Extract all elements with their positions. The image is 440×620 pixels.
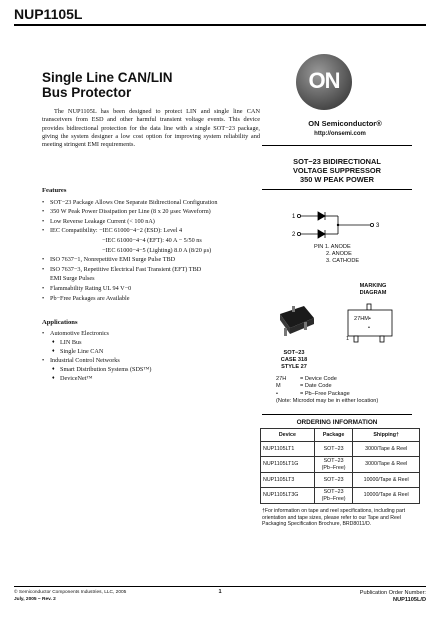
on-semi-logo-icon [296,54,352,110]
package-cell [314,488,353,504]
intro-paragraph: The NUP1105L has been designed to protect LIN and single line CAN transceivers from ESD and other harmful transient voltage events. This device provides bidirectional protection for the data line with a single SOT−23 package, giving the system designer a low cost option for improving system reliability and meeting stringent EMI requirements. [42,108,260,149]
legend-key: M [276,383,281,390]
feature-item: • 350 W Peak Power Dissipation per Line (8 x 20 μsec Waveform) [42,207,272,217]
app-subitem: ♦ LIN Bus [42,338,262,347]
legend-row [276,376,378,383]
shipping-cell: 3000/Tape & Reel [353,457,420,473]
divider [262,189,412,190]
feature-item: • Low Reverse Leakage Current (< 100 nA) [42,217,272,227]
footer-left [14,590,126,603]
device-cell: NUP1105LT3 [261,473,315,488]
package-cell-l2: (Pb−Free) [321,464,346,471]
feature-item: • Flammability Rating UL 94 V−0 [42,284,272,294]
column-header: Package [314,429,353,442]
device-cell: NUP1105LT1G [261,457,315,473]
app-item: • Automotive Electronics [42,329,262,338]
legend-value: = Device Code [300,376,337,382]
device-cell: NUP1105LT1 [261,442,315,457]
table-row [261,442,420,457]
ordering-table [260,428,420,504]
table-header-row [261,429,420,442]
revision-date: July, 2005 − Rev. 2 [14,596,56,602]
device-description-line3: 350 W PEAK POWER [300,175,374,184]
shipping-cell: 10000/Tape & Reel [353,473,420,488]
doc-title-line1: Single Line CAN/LIN [42,70,173,85]
feature-item [42,265,272,284]
package-type: SOT−23 [283,350,305,356]
ordering-footnote: †For information on tape and reel specifications, including part orientation and tape sizes, please refer to our Tape and Reel Packaging Specification Brochure, BRD8011/D. [262,508,406,528]
ordering-heading: ORDERING INFORMATION [296,419,378,426]
table-row [261,457,420,473]
package-cell-l1: SOT−23 [323,489,344,495]
legend-key: 27H [276,376,287,382]
marking-heading-line1: MARKING [359,283,387,289]
iec-sub-item: −IEC 61000−4−5 (Lighting) 8.0 A (8/20 μs) [102,246,212,254]
pin-3: 3. CATHODE [326,258,360,264]
legend-value: = Date Code [300,383,332,390]
table-row [261,488,420,504]
company-url[interactable]: http://onsemi.com [314,131,366,137]
marking-heading-line2: DIAGRAM [359,290,387,296]
feature-item: • Pb−Free Packages are Available [42,294,272,304]
shipping-cell: 10000/Tape & Reel [353,488,420,504]
package-case: CASE 318 [280,357,308,363]
pin-assignment [314,244,359,265]
package-cell-l1: SOT−23 [323,476,344,483]
package-style: STYLE 27 [281,364,307,370]
package-label [274,350,314,371]
device-description-line1: SOT−23 BIDIRECTIONAL [293,157,381,166]
marking-code: 27HM• [354,316,371,322]
features-heading: Features [42,187,67,194]
copyright: © Semiconductor Components Industries, LLC, 2005 [14,590,127,595]
package-cell-l1: SOT−23 [323,445,344,452]
page-number: 1 [218,589,222,595]
marking-dot: • [368,325,370,331]
legend-row [276,391,378,398]
publication-label: Publication Order Number: [359,590,426,596]
schematic-pin1-label: 1 [292,214,296,220]
legend-row [276,383,378,390]
marking-diagram-heading [348,283,398,297]
legend-note: (Note: Microdot may be in either location) [276,398,379,405]
feature-item-text: ISO 7637−3, Repetitive Electrical Fast Transient (EFT) TBD [50,265,202,273]
shipping-cell: 3000/Tape & Reel [353,442,420,457]
marking-legend [276,376,378,406]
table-row [261,473,420,488]
sot23-package-icon [270,300,320,348]
applications-heading: Applications [42,319,78,326]
app-item: • Industrial Control Networks [42,356,262,365]
legend-value: = Pb−Free Package [300,390,350,397]
feature-item: • IEC Compatibility: −IEC 61000−4−2 (ESD): Level 4 [42,226,272,236]
device-description [262,157,412,184]
column-header: Device [261,429,315,442]
feature-item: • ISO 7637−1, Nonrepetitive EMI Surge Pulse TBD [42,255,272,265]
publication-number: NUP1105L/D [393,597,426,603]
doc-title [42,70,173,100]
schematic-pin2-label: 2 [292,232,296,238]
feature-item-cont: EMI Surge Pulses [50,275,95,283]
feature-item: • SOT−23 Package Allows One Separate Bidirectional Configuration [42,198,272,208]
device-description-line2: VOLTAGE SUPPRESSOR [292,166,381,175]
pin-1: PIN 1. ANODE [314,244,351,250]
pin-2: 2. ANODE [326,251,352,257]
applications-section [42,318,262,383]
features-section [42,186,272,303]
tvs-schematic-icon [290,204,390,244]
company-name: ON Semiconductor® [308,119,382,128]
app-subitem: ♦ Smart Distribution Systems (SDS™) [42,365,262,374]
package-cell-l2: (Pb−Free) [321,495,346,502]
package-cell [314,473,353,488]
divider [262,145,412,146]
part-number: NUP1105L [14,6,83,22]
app-subitem: ♦ DeviceNet™ [42,374,262,383]
package-cell-l1: SOT−23 [323,458,344,464]
legend-key: • [276,390,278,397]
schematic-pin3-label: 3 [376,223,380,229]
marking-pin1-label: 1 [346,336,350,342]
package-cell [314,442,353,457]
app-subitem: ♦ Single Line CAN [42,347,262,356]
package-cell [314,457,353,473]
header-rule [14,24,426,26]
footer-rule [14,586,426,587]
device-cell: NUP1105LT3G [261,488,315,504]
logo-text: ON [308,68,340,93]
footer-right [330,590,426,604]
divider [262,414,412,415]
iec-sub-item: −IEC 61000−4−4 (EFT): 40 A − 5/50 ns [102,236,202,244]
column-header: Shipping† [353,429,420,442]
doc-title-line2: Bus Protector [42,85,132,100]
